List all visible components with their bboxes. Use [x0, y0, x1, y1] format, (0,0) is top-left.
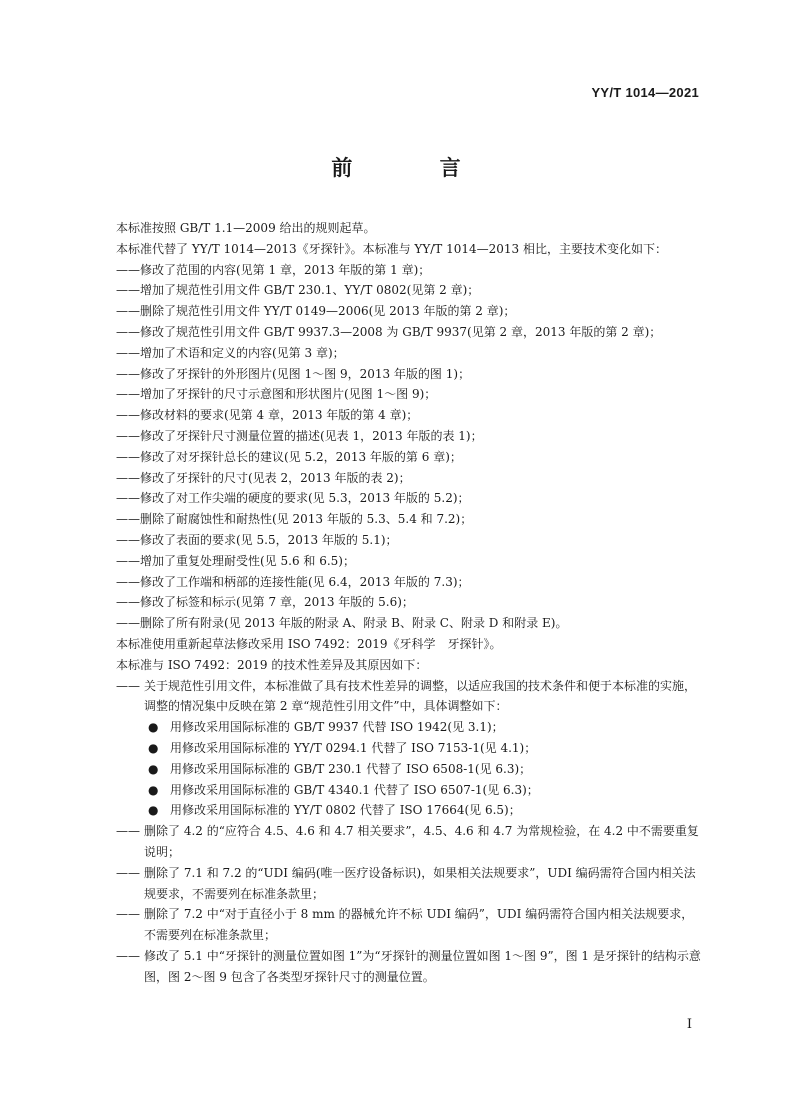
change-item: ——修改了工作端和柄部的连接性能(见 6.4，2013 年版的 7.3)；	[116, 574, 470, 589]
bullet-icon: ●	[148, 782, 159, 797]
intro-paragraph: 本标准代替了 YY/T 1014—2013《牙探针》。本标准与 YY/T 1014—2013 相比，主要技术变化如下：	[116, 241, 668, 256]
change-item: ——删除了规范性引用文件 YY/T 0149—2006(见 2013 年版的第 2 章)；	[116, 304, 516, 319]
bullet-item	[92, 780, 704, 801]
change-item: ——修改材料的要求(见第 4 章，2013 年版的第 4 章)；	[116, 408, 419, 423]
adopt-paragraph: 本标准使用重新起草法修改采用 ISO 7492：2019《牙科学 牙探针》。	[116, 636, 502, 651]
difference-item	[92, 904, 704, 946]
bullet-icon: ●	[148, 740, 159, 755]
differences-list	[92, 676, 704, 988]
change-item: ——增加了重复处理耐受性(见 5.6 和 6.5)；	[116, 553, 355, 568]
intro-paragraph: 本标准按照 GB/T 1.1—2009 给出的规则起草。	[116, 221, 376, 235]
difference-text: 修改了 5.1 中“牙探针的测量位置如图 1”为“牙探针的测量位置如图 1～图 9”，图 1 是牙探针的结构示意图，图 2～图 9 包含了各类型牙探针尺寸的测量位置。	[144, 948, 701, 984]
difference-item	[92, 821, 704, 863]
change-item: ——增加了牙探针的尺寸示意图和形状图片(见图 1～图 9)；	[116, 387, 437, 402]
dash-mark: ——	[116, 824, 140, 839]
change-item: ——修改了规范性引用文件 GB/T 9937.3—2008 为 GB/T 9937(见第 2 章，2013 年版的第 2 章)；	[116, 324, 662, 339]
difference-item	[92, 863, 704, 905]
bullet-text: 用修改采用国际标准的 YY/T 0802 代替了 ISO 17664(见 6.5)；	[170, 803, 521, 818]
difference-text: 关于规范性引用文件，本标准做了具有技术性差异的调整，以适应我国的技术条件和便于本标准的实施，调整的情况集中反映在第 2 章“规范性引用文件”中，具体调整如下：	[144, 678, 697, 714]
bullet-icon: ●	[148, 761, 159, 776]
page-title: 前 言	[331, 156, 501, 180]
standard-code: YY/T 1014—2021	[591, 85, 699, 100]
bullet-item	[92, 717, 704, 738]
difference-text: 删除了 4.2 的“应符合 4.5、4.6 和 4.7 相关要求”，4.5、4.6 和 4.7 为常规检验，在 4.2 中不需要重复说明；	[144, 824, 699, 859]
change-item: ——修改了牙探针的尺寸(见表 2，2013 年版的表 2)；	[116, 470, 411, 485]
bullet-icon: ●	[148, 720, 159, 735]
bullet-text: 用修改采用国际标准的 GB/T 9937 代替 ISO 1942(见 3.1)；	[170, 720, 504, 735]
bullet-text: 用修改采用国际标准的 GB/T 4340.1 代替了 ISO 6507-1(见 6.3)；	[170, 782, 539, 797]
bullet-icon: ●	[148, 803, 159, 818]
bullet-item	[92, 759, 704, 780]
difference-item	[92, 946, 704, 988]
change-item: ——修改了对牙探针总长的建议(见 5.2，2013 年版的第 6 章)；	[116, 449, 462, 464]
change-item: ——修改了表面的要求(见 5.5，2013 年版的 5.1)；	[116, 532, 398, 547]
dash-mark: ——	[116, 865, 140, 880]
document-body	[92, 218, 704, 987]
dash-mark: ——	[116, 678, 140, 693]
change-item: ——修改了标签和标示(见第 7 章，2013 年版的 5.6)；	[116, 595, 414, 610]
bullet-text: 用修改采用国际标准的 GB/T 230.1 代替了 ISO 6508-1(见 6.3)；	[170, 761, 532, 776]
adopt-paragraph: 本标准与 ISO 7492：2019 的技术性差异及其原因如下：	[116, 657, 428, 672]
change-item: ——修改了范围的内容(见第 1 章，2013 年版的第 1 章)；	[116, 262, 431, 277]
difference-text: 删除了 7.2 中“对于直径小于 8 mm 的器械允许不标 UDI 编码”，UDI 编码需符合国内相关法规要求，不需要列在标准条款里；	[144, 907, 694, 943]
change-item: ——增加了术语和定义的内容(见第 3 章)；	[116, 345, 345, 360]
dash-mark: ——	[116, 948, 140, 963]
difference-item	[92, 676, 704, 718]
bullet-item	[92, 800, 704, 821]
change-item: ——删除了耐腐蚀性和耐热性(见 2013 年版的 5.3、5.4 和 7.2)；	[116, 512, 473, 527]
dash-mark: ——	[116, 907, 140, 922]
change-item: ——修改了牙探针的外形图片(见图 1～图 9，2013 年版的图 1)；	[116, 366, 471, 381]
page-number: I	[686, 1017, 692, 1032]
bullet-list	[92, 717, 704, 821]
change-item: ——增加了规范性引用文件 GB/T 230.1、YY/T 0802(见第 2 章)；	[116, 283, 480, 298]
difference-text: 删除了 7.1 和 7.2 的“UDI 编码(唯一医疗设备标识)，如果相关法规要求”，UDI 编码需符合国内相关法规要求，不需要列在标准条款里；	[144, 865, 696, 901]
changes-list	[92, 260, 704, 634]
bullet-item	[92, 738, 704, 759]
change-item: ——删除了所有附录(见 2013 年版的附录 A、附录 B、附录 C、附录 D 和附录 E)。	[116, 616, 568, 631]
change-item: ——修改了牙探针尺寸测量位置的描述(见表 1，2013 年版的表 1)；	[116, 428, 483, 443]
change-item: ——修改了对工作尖端的硬度的要求(见 5.3，2013 年版的 5.2)；	[116, 491, 470, 506]
bullet-text: 用修改采用国际标准的 YY/T 0294.1 代替了 ISO 7153-1(见 4.1)；	[170, 740, 537, 755]
